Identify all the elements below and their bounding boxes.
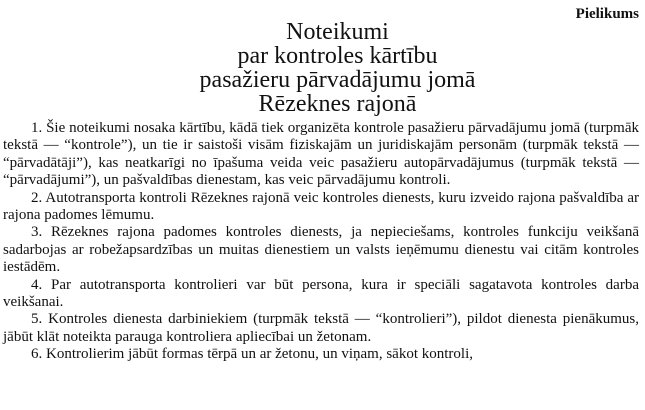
paragraph-3: 3. Rēzeknes rajona padomes kontroles dienests, ja nepieciešams, kontroles funkciju veikšanā sadarbojas ar robežapsardzības un muitas dienestiem un valsts ieņēmumu dienestu vai citām kontroles iestādēm. xyxy=(3,224,639,276)
paragraph-4: 4. Par autotransporta kontrolieri var būt persona, kura ir speciāli sagatavota kontroles darba veikšanai. xyxy=(3,276,639,311)
paragraph-5: 5. Kontroles dienesta darbiniekiem (turpmāk tekstā — “kontrolieri”), pildot dienesta pienākumus, jābūt klāt noteikta parauga kontroliera apliecībai un žetonam. xyxy=(3,311,639,345)
paragraph-2: 2. Autotransporta kontroli Rēzeknes rajonā veic kontroles dienests, kuru izveido rajona pašvaldība ar rajona padomes lēmumu. xyxy=(3,189,639,224)
paragraph-6: 6. Kontrolierim jābūt formas tērpā un ar žetonu, un viņam, sākot kontroli, xyxy=(31,346,473,363)
paragraph-1: 1. Šie noteikumi nosaka kārtību, kādā tiek organizēta kontrole pasažieru pārvadājumu jomā (turpmāk tekstā — “kontrole”), un tie ir saistoši visām fiziskajām un juridiskajām personām (turpmāk tekstā — “pārvadātāji”), kas neatkarīgi no īpašuma veida veic pasažieru autopārvadājumus (turpmāk tekstā — “pārvadājumi”), un pašvaldības dienestam, kas veic pārvadājumu kontroli. xyxy=(3,120,639,189)
title-line-3: pasažieru pārvadājumu jomā xyxy=(199,67,476,93)
document-body xyxy=(3,120,639,364)
appendix-label: Pielikums xyxy=(575,6,639,22)
document-title xyxy=(30,20,645,116)
title-line-1: Noteikumi xyxy=(286,19,389,45)
title-line-4: Rēzeknes rajonā xyxy=(258,91,417,117)
title-line-2: par kontroles kārtību xyxy=(237,43,438,69)
